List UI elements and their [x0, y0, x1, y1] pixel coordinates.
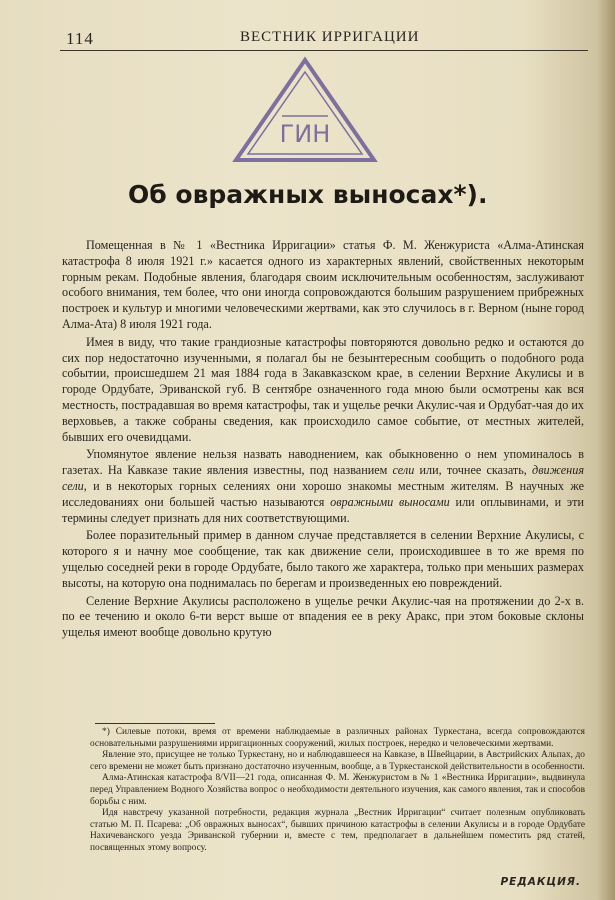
- footnote-rule: [95, 723, 215, 724]
- term-seli: сели: [392, 463, 415, 478]
- article-body: [62, 238, 584, 643]
- running-header: ВЕСТНИК ИРРИГАЦИИ: [240, 29, 420, 45]
- footnote-4: Идя навстречу указанной потребности, редакция журнала „Вестник Ирригации“ считает полезным опубликовать статью М. П. Псарева: „Об овражных выносах“, бывших причиною катастрофы в селении Акулисы и в городе Ордубате Нахичеванского уезда Эриванской губернии и, вместе с тем, предполагает в дальнейшем поместить ряд статей, посвященных этому вопросу.: [90, 808, 585, 853]
- footnotes: [90, 727, 585, 855]
- stamp-text: ГИН: [279, 120, 331, 148]
- paragraph-2: Имея в виду, что такие грандиозные катастрофы повторяются довольно редко и остаются до сих пор недостаточно изученными, я полагал бы не безынтересным сообщить о подобного рода событии, происшедшем 21 мая 1884 года в Закавказском крае, в селении Верхние Акулисы и в городе Ордубате, Эриванской губ. В сентябре означенного года мною были осмотрены как вся местность, пострадавшая во время катастрофы, так и ущелье речки Акулис-чая и Ордубат-чая до их верховьев, а также собраны сведения, как происходило самое событие, от местных жителей, бывших его очевидцами.: [62, 334, 584, 444]
- footnote-1: *) Силевые потоки, время от времени наблюдаемые в различных районах Туркестана, всегда сопровождаются основательными разрушениями ирригационных сооружений, жилых построек, нередко и человеческими жертвами.: [90, 727, 585, 749]
- page-number: 114: [66, 29, 94, 48]
- paragraph-1: Помещенная в № 1 «Вестника Ирригации» статья Ф. М. Женжуриста «Алма-Атинская катастрофа 8 июля 1921 г.» касается одного из характерных явлений, свойственных некоторым горным рекам. Подобные явления, благодаря своим исключительным особенностям, заслуживают особого внимания, тем более, что они иногда сопровождаются большим разрушением прибрежных построек и культур и многими человеческими жертвами, как это случилось в г. Верном (ныне город Алма-Ата) 8 июля 1921 года.: [62, 238, 584, 331]
- footnote-3: Алма-Атинская катастрофа 8/VII—21 года, описанная Ф. М. Женжуристом в № 1 «Вестника Ирригации», выдвинула перед Управлением Водного Хозяйства вопрос о необходимости деятельного изучения, как самого явления, так и способов борьбы с ним.: [90, 773, 585, 807]
- footnote-2: Явление это, присущее не только Туркестану, но и наблюдавшееся на Кавказе, в Швейцарии, в Австрийских Альпах, до сего времени не может быть признано достаточно изученным, вообще, а в Туркестанской действительности в особенности.: [90, 750, 585, 772]
- paragraph-3: Упомянутое явление нельзя назвать наводнением, как обыкновенно о нем упоминалось в газетах. На Кавказе такие явления известны, под названием сели или, точнее сказать, движения сели, и в некоторых горных селениях они хорошо знакомы местным жителям. В научных же исследованиях они большей частью называются овражными выносами или оплывинами, и эти термины следует признать для них соответствующими.: [62, 447, 584, 525]
- term-dvizhenie-seli: движения сели: [62, 463, 584, 493]
- editorial-signature: РЕДАКЦИЯ.: [500, 876, 581, 888]
- article-title: Об овражных выносах*).: [128, 180, 488, 209]
- library-stamp: [232, 56, 378, 164]
- paragraph-4: Более поразительный пример в данном случае представляется в селении Верхние Акулисы, с которого я и начну мое сообщение, так как движение сели, происходившее в то же время по ущелью соседней реки в городе Ордубате, было такого же характера, только при меньших размерах высоты, на которую она поднималась по берегам и произведенных ею повреждений.: [62, 528, 584, 590]
- paragraph-5: Селение Верхние Акулисы расположено в ущелье речки Акулис-чая на протяжении до 2-х в. по ее течению и около 6-ти верст выше от впадения ее в реку Аракс, при этом боковые склоны ущелья имеют вообще довольно крутую: [62, 593, 584, 640]
- header-rule: [60, 50, 588, 51]
- term-ovrazhnye-vynosy: овражными выносами: [330, 494, 450, 509]
- page-spine-shadow: [597, 0, 615, 900]
